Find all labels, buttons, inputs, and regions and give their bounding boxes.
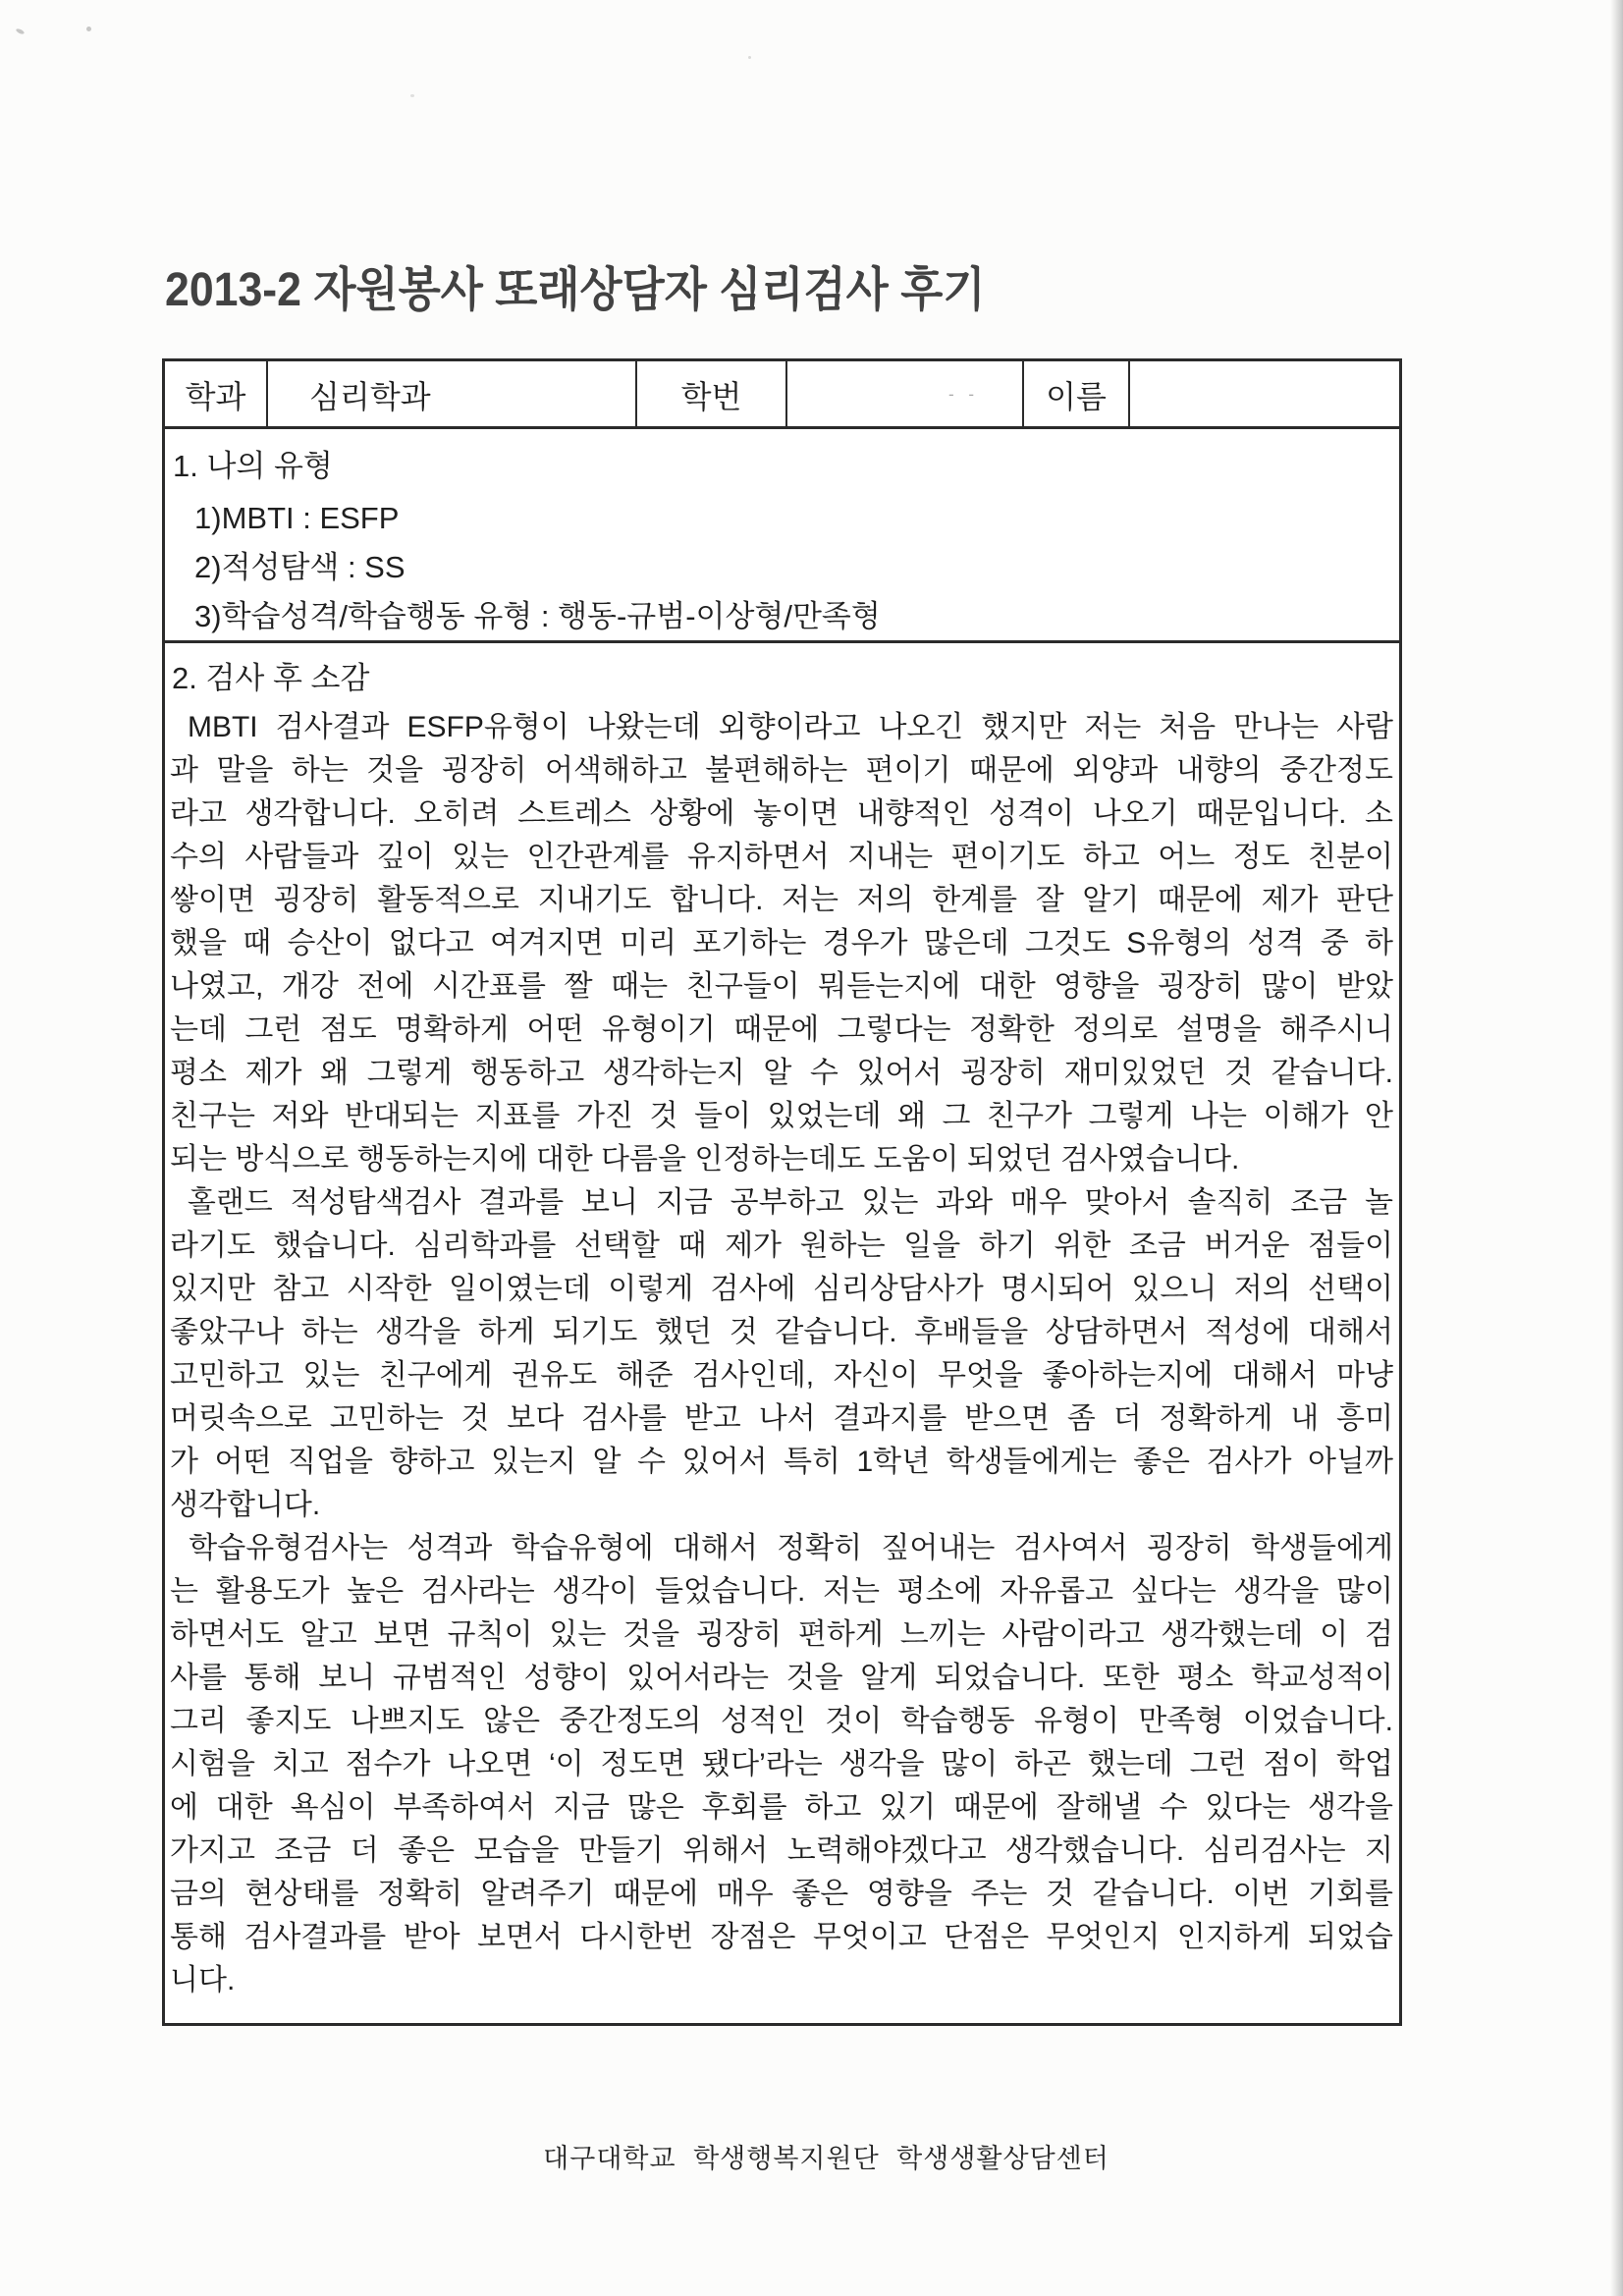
body-line: 는데 그런 점도 명확하게 어떤 유형이기 때문에 그렇다는 정확한 정의로 설명을 해주시니 bbox=[170, 1013, 1393, 1046]
body-line: 머릿속으로 고민하는 것 보다 검사를 받고 나서 결과지를 받으면 좀 더 정확하게 내 흥미 bbox=[170, 1402, 1393, 1435]
body-line: 생각합니다. bbox=[170, 1489, 321, 1521]
body-line: 과 말을 하는 것을 굉장히 어색해하고 불편해하는 편이기 때문에 외양과 내향의 중간정도 bbox=[170, 754, 1393, 787]
body-line: 있지만 참고 시작한 일이였는데 이렇게 검사에 심리상담사가 명시되어 있으니 저의 선택이 bbox=[170, 1273, 1393, 1305]
type-item: 3)학습성격/학습행동 유형 : 행동-규범-이상형/만족형 bbox=[194, 599, 881, 633]
name-label: 이름 bbox=[1024, 361, 1130, 427]
body-line: 사를 통해 보니 규범적인 성향이 있어서라는 것을 알게 되었습니다. 또한 평소 학교성적이 bbox=[170, 1662, 1393, 1694]
dept-value: 심리학과 bbox=[268, 361, 637, 427]
body-line: 했을 때 승산이 없다고 여겨지면 미리 포기하는 경우가 많은데 그것도 S유형의 성격 중 하 bbox=[170, 927, 1393, 959]
body-line: 친구는 저와 반대되는 지표를 가진 것 들이 있었는데 왜 그 친구가 그렇게 나는 이해가 안 bbox=[170, 1100, 1393, 1132]
body-line: 통해 검사결과를 받아 보면서 다시한번 장점은 무엇이고 단점은 무엇인지 인지하게 되었습 bbox=[170, 1921, 1393, 1953]
body-line: 가지고 조금 더 좋은 모습을 만들기 위해서 노력해야겠다고 생각했습니다. 심리검사는 지 bbox=[170, 1834, 1393, 1867]
body-line: 나였고, 개강 전에 시간표를 짤 때는 친구들이 뭐듣는지에 대한 영향을 굉장히 많이 받았 bbox=[170, 970, 1393, 1003]
body-line: 쌓이면 굉장히 활동적으로 지내기도 합니다. 저는 저의 한계를 잘 알기 때문에 제가 판단 bbox=[170, 884, 1393, 916]
body-line: 수의 사람들과 깊이 있는 인간관계를 유지하면서 지내는 편이기도 하고 어느 정도 친분이 bbox=[170, 841, 1393, 873]
section1-items bbox=[171, 494, 1391, 641]
body-line: 좋았구나 하는 생각을 하게 되기도 했던 것 같습니다. 후배들을 상담하면서 적성에 대해서 bbox=[170, 1316, 1393, 1348]
scan-edge-shadow bbox=[1610, 0, 1623, 2296]
section1-heading: 1. 나의 유형 bbox=[173, 449, 333, 483]
section-my-types bbox=[162, 426, 1402, 643]
footer-org: 대구대학교 학생행복지원단 학생생활상담센터 bbox=[543, 2144, 1109, 2173]
type-item: 1)MBTI : ESFP bbox=[194, 501, 400, 535]
body-line: 에 대한 욕심이 부족하여서 지금 많은 후회를 하고 있기 때문에 잘해낼 수 있다는 생각을 bbox=[170, 1791, 1393, 1824]
student-info-table bbox=[162, 358, 1402, 430]
type-item: 2)적성탐색 : SS bbox=[194, 550, 406, 584]
body-line: 평소 제가 왜 그렇게 행동하고 생각하는지 알 수 있어서 굉장히 재미있었던 것 같습니다. bbox=[170, 1057, 1393, 1089]
body-line: 가 어떤 직업을 향하고 있는지 알 수 있어서 특히 1학년 학생들에게는 좋은 검사가 아닐까 bbox=[170, 1446, 1393, 1478]
dept-label: 학과 bbox=[165, 361, 268, 427]
scan-speck bbox=[16, 27, 26, 34]
name-value bbox=[1130, 361, 1399, 427]
document-title: 2013-2 자원봉사 또래상담자 심리검사 후기 bbox=[165, 264, 986, 316]
body-line: MBTI 검사결과 ESFP유형이 나왔는데 외향이라고 나오긴 했지만 저는 처음 만나는 사람 bbox=[170, 711, 1393, 743]
body-line: 니다. bbox=[170, 1964, 236, 1996]
body-line: 고민하고 있는 친구에게 권유도 해준 검사인데, 자신이 무엇을 좋아하는지에 대해서 마냥 bbox=[170, 1359, 1393, 1392]
body-line: 금의 현상태를 정확히 알려주기 때문에 매우 좋은 영향을 주는 것 같습니다. 이번 기회를 bbox=[170, 1878, 1393, 1910]
body-line: 시험을 치고 점수가 나오면 ‘이 정도면 됐다’라는 생각을 많이 하곤 했는데 그런 점이 학업 bbox=[170, 1748, 1393, 1780]
body-line: 라고 생각합니다. 오히려 스트레스 상황에 놓이면 내향적인 성격이 나오기 때문입니다. 소 bbox=[170, 797, 1393, 830]
body-line: 하면서도 알고 보면 규칙이 있는 것을 굉장히 편하게 느끼는 사람이라고 생각했는데 이 검 bbox=[170, 1618, 1393, 1651]
body-line: 학습유형검사는 성격과 학습유형에 대해서 정확히 짚어내는 검사여서 굉장히 학생들에게 bbox=[170, 1532, 1393, 1564]
section2-body bbox=[170, 706, 1393, 2002]
scan-speck bbox=[86, 27, 91, 31]
section-test-impressions bbox=[162, 640, 1402, 2026]
body-line: 라기도 했습니다. 심리학과를 선택할 때 제가 원하는 일을 하기 위한 조금 버거운 점들이 bbox=[170, 1230, 1393, 1262]
body-line: 되는 방식으로 행동하는지에 대한 다름을 인정하는데도 도움이 되었던 검사였습니다. bbox=[170, 1143, 1240, 1175]
student-id-label: 학번 bbox=[637, 361, 787, 427]
body-line: 홀랜드 적성탐색검사 결과를 보니 지금 공부하고 있는 과와 매우 맞아서 솔직히 조금 놀 bbox=[170, 1186, 1393, 1219]
section2-heading: 2. 검사 후 소감 bbox=[172, 661, 370, 695]
student-id-value: - - bbox=[787, 361, 1024, 427]
scan-speck bbox=[410, 94, 414, 97]
scan-speck bbox=[748, 56, 751, 59]
body-line: 그리 좋지도 나쁘지도 않은 중간정도의 성적인 것이 학습행동 유형이 만족형 이었습니다. bbox=[170, 1705, 1393, 1737]
body-line: 는 활용도가 높은 검사라는 생각이 들었습니다. 저는 평소에 자유롭고 싶다는 생각을 많이 bbox=[170, 1575, 1393, 1608]
